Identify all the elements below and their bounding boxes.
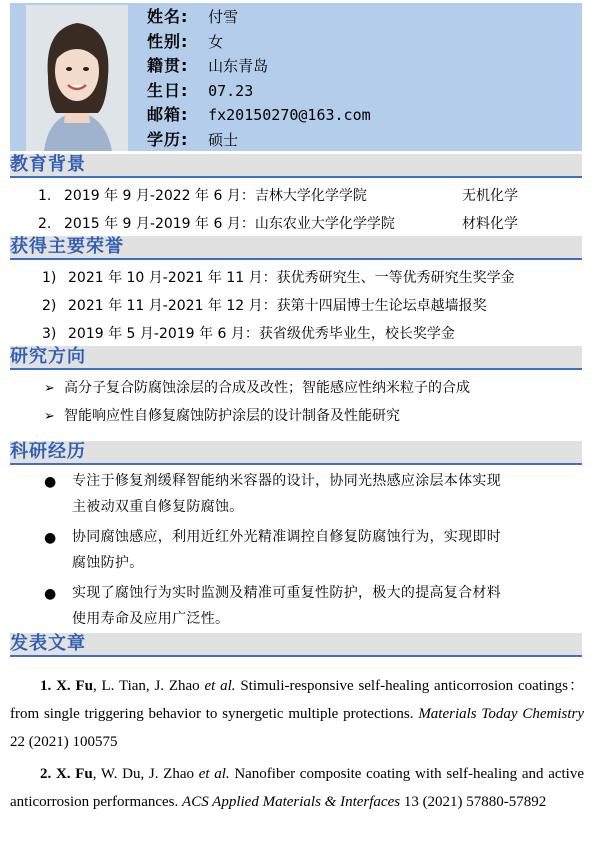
publication-title: Stimuli-responsive self-healing anticorrosion coatings： from single triggering behavior to synergetic multiple protections. <box>10 678 585 722</box>
experience-line: 协同腐蚀感应，利用近红外光精准调控自修复防腐蚀行为，实现即时 <box>72 529 501 545</box>
experience-line: 实现了腐蚀行为实时监测及精准可重复性防护，极大的提高复合材料 <box>72 585 501 601</box>
publication-authors: , W. Du, J. Zhao <box>92 766 199 782</box>
publication-journal: Materials Today Chemistry <box>418 706 584 722</box>
experience-item <box>72 524 501 576</box>
email-row <box>147 103 371 128</box>
publication-tail: 13 (2021) 57880-57892 <box>400 794 547 810</box>
bullet-icon: ● <box>44 530 57 546</box>
section-title-publications: 发表文章 <box>10 633 86 654</box>
name-row <box>147 5 371 30</box>
research-item <box>44 378 470 399</box>
publication-num: 2. <box>40 766 52 782</box>
gender-value: 女 <box>208 32 224 51</box>
profile-info <box>147 5 371 152</box>
publication-item <box>10 672 584 756</box>
publication-title: Nanofiber composite coating with self-healing and active anticorrosion performances. <box>10 766 584 810</box>
birthday-value: 07.23 <box>208 81 254 100</box>
section-publications <box>10 633 582 657</box>
gender-row <box>147 30 371 55</box>
honor-text: 2021 年 11 月-2021 年 12 月：获第十四届博士生论坛卓越墙报奖 <box>68 298 487 314</box>
experience-line: 主被动双重自修复防腐蚀。 <box>72 499 244 515</box>
honor-text: 2019 年 5 月-2019 年 6 月：获省级优秀毕业生，校长奖学金 <box>68 326 455 342</box>
section-experience <box>10 441 582 465</box>
honor-text: 2021 年 10 月-2021 年 11 月：获优秀研究生、一等优秀研究生奖学金 <box>68 270 515 286</box>
honor-num: 3) <box>42 326 57 342</box>
education-text: 2015 年 9 月-2019 年 6 月：山东农业大学化学学院 <box>64 216 395 232</box>
section-education <box>10 154 582 178</box>
education-item <box>38 214 395 234</box>
bullet-icon: ● <box>44 474 57 490</box>
email-label: 邮箱: <box>147 105 189 124</box>
portrait-image <box>26 5 128 151</box>
section-honors <box>10 236 582 260</box>
arrow-right-icon: ➢ <box>44 381 55 396</box>
section-title-experience: 科研经历 <box>10 441 86 462</box>
publication-etal: et al. <box>204 678 236 694</box>
email-value: fx20150270@163.com <box>208 106 371 124</box>
honor-num: 2) <box>42 298 57 314</box>
research-text: 高分子复合防腐蚀涂层的合成及改性；智能感应性纳米粒子的合成 <box>64 380 470 396</box>
hometown-row <box>147 54 371 79</box>
section-title-honors: 获得主要荣誉 <box>10 236 124 257</box>
publication-first-author: X. Fu <box>56 678 93 694</box>
publication-authors: , L. Tian, J. Zhao <box>92 678 205 694</box>
experience-line: 腐蚀防护。 <box>72 555 144 571</box>
name-value: 付雪 <box>208 8 239 26</box>
publication-tail: 22 (2021) 100575 <box>10 734 118 750</box>
hometown-value: 山东青岛 <box>208 57 269 75</box>
experience-line: 专注于修复剂缓释智能纳米容器的设计，协同光热感应涂层本体实现 <box>72 473 501 489</box>
publication-journal: ACS Applied Materials & Interfaces <box>182 794 401 810</box>
name-label: 姓名: <box>147 7 189 26</box>
experience-item <box>72 468 501 520</box>
gender-label: 性别: <box>147 31 189 51</box>
honor-item <box>42 324 455 344</box>
research-item <box>44 406 400 427</box>
publication-etal: et al. <box>198 766 230 782</box>
section-title-research: 研究方向 <box>10 346 86 367</box>
education-major: 材料化学 <box>462 216 518 232</box>
birthday-label: 生日: <box>147 80 189 100</box>
education-item <box>38 186 367 206</box>
arrow-right-icon: ➢ <box>44 409 55 424</box>
honor-num: 1) <box>42 270 57 286</box>
publication-num: 1. <box>40 678 52 694</box>
hometown-label: 籍贯: <box>147 56 189 75</box>
education-text: 2019 年 9 月-2022 年 6 月：吉林大学化学学院 <box>64 188 367 204</box>
experience-line: 使用寿命及应用广泛性。 <box>72 611 230 627</box>
education-num: 2. <box>38 216 52 232</box>
research-text: 智能响应性自修复腐蚀防护涂层的设计制备及性能研究 <box>64 408 400 424</box>
honor-item <box>42 268 515 288</box>
publication-item <box>10 760 584 816</box>
section-research <box>10 346 582 370</box>
bullet-icon: ● <box>44 586 57 602</box>
degree-row <box>147 128 371 153</box>
section-title-education: 教育背景 <box>10 154 86 175</box>
degree-label: 学历: <box>147 129 189 149</box>
publication-first-author: X. Fu <box>55 766 93 782</box>
birthday-row <box>147 79 371 104</box>
honor-item <box>42 296 487 316</box>
degree-value: 硕士 <box>208 130 239 149</box>
experience-item <box>72 580 501 632</box>
profile-photo <box>26 5 128 151</box>
education-major: 无机化学 <box>462 188 518 204</box>
education-num: 1. <box>38 188 52 204</box>
